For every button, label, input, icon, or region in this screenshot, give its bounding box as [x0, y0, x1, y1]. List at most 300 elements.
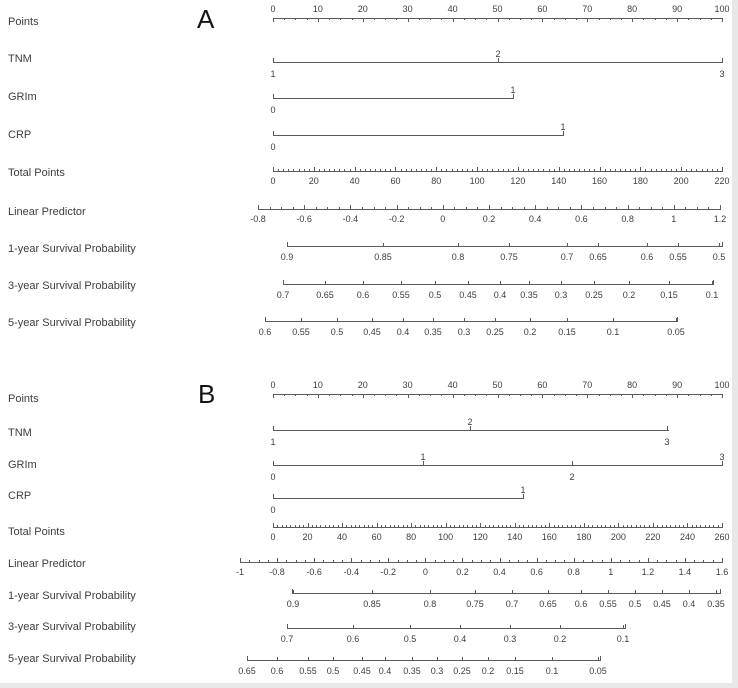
axis-tick-label: -0.8 — [250, 214, 266, 224]
axis-tick — [677, 18, 678, 22]
axis-tick — [490, 560, 491, 562]
axis-tick-label: 0.4 — [396, 327, 410, 337]
axis-tick — [305, 560, 306, 562]
axis-tick — [408, 207, 409, 209]
axis-tick — [415, 525, 416, 527]
axis-tick — [571, 525, 572, 527]
row-label-survival-3yr: 3-year Survival Probability — [8, 621, 136, 633]
row-label-points: Points — [8, 16, 39, 28]
axis-tick — [296, 560, 297, 562]
axis-tick-label: 0.2 — [482, 214, 496, 224]
axis-tick — [620, 560, 621, 562]
axis-tick-label: 0 — [270, 532, 276, 542]
axis-line — [273, 430, 669, 431]
axis-tick-label: -0.4 — [342, 214, 359, 224]
axis-tick — [501, 207, 502, 209]
row-label-linear-predictor: Linear Predictor — [8, 558, 86, 570]
axis-line — [273, 527, 723, 528]
axis-tick — [549, 169, 550, 171]
axis-tick — [532, 525, 533, 527]
axis-tick — [580, 525, 581, 527]
axis-tick — [325, 281, 326, 284]
axis-tick-label: 0 — [270, 380, 276, 390]
axis-tick — [656, 169, 657, 171]
axis-tick-label: -0.2 — [380, 567, 397, 577]
axis-tick — [433, 318, 434, 321]
axis-tick-label: 50 — [492, 4, 503, 14]
axis-tick — [713, 280, 714, 284]
axis-line — [258, 209, 721, 210]
axis-tick — [610, 525, 611, 527]
axis-tick — [520, 18, 521, 20]
axis-tick — [308, 523, 309, 527]
axis-tick — [558, 525, 559, 527]
axis-tick — [495, 318, 496, 321]
axis-tick — [342, 523, 343, 527]
axis-tick — [716, 590, 717, 593]
axis-tick — [444, 560, 445, 562]
axis-tick — [436, 167, 437, 171]
axis-tick — [283, 169, 284, 171]
axis-tick — [258, 205, 259, 209]
axis-tick-label: 0.35 — [707, 599, 725, 609]
axis-tick — [344, 169, 345, 171]
axis-tick — [662, 207, 663, 209]
axis-tick — [691, 169, 692, 171]
axis-tick — [486, 394, 487, 396]
axis-tick-label: 1.2 — [713, 214, 727, 224]
axis-tick — [450, 525, 451, 527]
axis-tick — [529, 281, 530, 284]
axis-tick-label: 0.6 — [346, 634, 360, 644]
axis-tick-label: 0.55 — [292, 327, 310, 337]
axis-tick — [278, 169, 279, 171]
axis-tick — [657, 560, 658, 562]
axis-tick — [608, 590, 609, 593]
axis-tick-label: 0.4 — [493, 290, 507, 300]
axis-tick-label: 90 — [672, 380, 683, 390]
axis-tick — [510, 625, 511, 628]
axis-tick — [554, 18, 555, 20]
axis-tick — [493, 525, 494, 527]
axis-tick — [299, 169, 300, 171]
axis-tick — [711, 18, 712, 20]
axis-tick — [581, 590, 582, 593]
category-label: 0 — [270, 505, 276, 515]
axis-tick — [560, 625, 561, 628]
row-label-survival-3yr: 3-year Survival Probability — [8, 280, 136, 292]
axis-tick — [319, 169, 320, 171]
axis-tick — [498, 525, 499, 527]
axis-tick — [632, 394, 633, 398]
axis-tick — [492, 169, 493, 171]
axis-tick — [403, 525, 404, 527]
axis-tick — [559, 167, 560, 171]
axis-tick — [281, 207, 282, 209]
row-label-total-points: Total Points — [8, 167, 65, 179]
axis-tick — [259, 560, 260, 562]
axis-tick-label: 0.2 — [523, 327, 537, 337]
axis-tick — [426, 169, 427, 171]
axis-tick — [610, 18, 611, 20]
axis-tick — [562, 525, 563, 527]
axis-tick — [273, 131, 274, 135]
axis-tick — [722, 58, 723, 62]
category-label: 1 — [270, 69, 276, 79]
axis-tick — [502, 525, 503, 527]
axis-tick-label: 0.65 — [539, 599, 557, 609]
axis-tick-label: 140 — [507, 532, 523, 542]
axis-tick — [329, 394, 330, 396]
axis-tick — [489, 205, 490, 209]
axis-tick — [385, 394, 386, 396]
axis-tick — [583, 560, 584, 562]
axis-tick — [677, 317, 678, 321]
axis-tick — [561, 281, 562, 284]
axis-tick — [575, 525, 576, 527]
axis-tick — [671, 169, 672, 171]
axis-tick — [463, 525, 464, 527]
axis-tick-label: 40 — [349, 176, 360, 186]
axis-tick — [722, 18, 723, 22]
axis-tick-label: 0.35 — [424, 327, 442, 337]
axis-tick — [527, 560, 528, 562]
axis-tick — [476, 525, 477, 527]
axis-tick — [623, 525, 624, 527]
axis-tick — [385, 525, 386, 527]
axis-tick — [428, 525, 429, 527]
axis-tick — [383, 243, 384, 246]
axis-tick-label: 0.3 — [554, 290, 568, 300]
axis-tick-label: 0.05 — [667, 327, 685, 337]
axis-tick — [475, 18, 476, 20]
axis-tick — [679, 525, 680, 527]
axis-tick — [605, 207, 606, 209]
axis-tick — [700, 394, 701, 396]
axis-tick — [293, 169, 294, 171]
axis-tick — [293, 590, 294, 593]
axis-tick — [509, 560, 510, 562]
axis-tick — [666, 560, 667, 562]
axis-tick-label: 0.2 — [622, 290, 636, 300]
axis-tick — [546, 560, 547, 562]
axis-tick — [446, 169, 447, 171]
axis-tick — [599, 18, 600, 20]
axis-tick-label: 80 — [406, 532, 417, 542]
axis-tick — [500, 558, 501, 562]
axis-tick — [385, 657, 386, 660]
axis-tick — [722, 558, 723, 562]
axis-tick-label: 0.6 — [356, 290, 370, 300]
axis-tick — [647, 243, 648, 246]
axis-tick-label: 0.5 — [428, 290, 442, 300]
axis-tick — [567, 525, 568, 527]
axis-tick-label: 0.05 — [589, 666, 607, 676]
axis-tick-label: 60 — [537, 4, 548, 14]
axis-tick — [273, 523, 274, 527]
axis-tick — [531, 18, 532, 20]
axis-tick — [329, 169, 330, 171]
axis-tick — [320, 525, 321, 527]
axis-tick — [688, 394, 689, 396]
axis-tick — [316, 207, 317, 209]
axis-tick-label: 200 — [610, 532, 626, 542]
axis-tick — [686, 169, 687, 171]
axis-tick — [240, 558, 241, 562]
axis-tick — [464, 394, 465, 396]
axis-tick-label: 0.15 — [506, 666, 524, 676]
axis-tick-label: 40 — [447, 4, 458, 14]
axis-tick-label: 0.5 — [712, 252, 726, 262]
axis-tick — [464, 18, 465, 20]
axis-tick — [421, 169, 422, 171]
axis-tick — [509, 18, 510, 20]
axis-tick-label: -1 — [235, 567, 245, 577]
axis-tick — [346, 525, 347, 527]
axis-tick — [467, 525, 468, 527]
axis-tick — [707, 169, 708, 171]
axis-tick — [437, 525, 438, 527]
axis-tick — [293, 207, 294, 209]
row-label-crp: CRP — [8, 129, 32, 141]
axis-tick — [667, 426, 668, 430]
axis-tick-label: 100 — [714, 380, 730, 390]
axis-tick — [498, 18, 499, 22]
axis-tick-label: 0.55 — [669, 252, 687, 262]
axis-tick — [537, 558, 538, 562]
axis-tick — [489, 525, 490, 527]
axis-tick — [535, 205, 536, 209]
axis-tick-label: 30 — [402, 380, 413, 390]
axis-tick — [416, 560, 417, 562]
axis-tick — [403, 318, 404, 321]
axis-tick-label: 1 — [608, 567, 614, 577]
axis-tick-label: 200 — [673, 176, 689, 186]
row-label-grim: GRIm — [8, 459, 37, 471]
axis-line — [265, 321, 678, 322]
axis-tick — [385, 18, 386, 20]
axis-tick — [712, 281, 713, 284]
axis-tick — [674, 205, 675, 209]
axis-tick — [651, 207, 652, 209]
axis-tick — [324, 169, 325, 171]
row-label-tnm: TNM — [8, 53, 32, 65]
row-label-survival-1yr: 1-year Survival Probability — [8, 590, 136, 602]
axis-tick — [398, 560, 399, 562]
category-label: 1 — [520, 485, 526, 495]
axis-tick-label: 120 — [510, 176, 526, 186]
axis-tick — [587, 394, 588, 398]
axis-tick — [565, 18, 566, 20]
axis-tick — [547, 207, 548, 209]
axis-tick — [361, 560, 362, 562]
axis-tick — [576, 394, 577, 396]
axis-tick — [277, 657, 278, 660]
axis-tick-label: 0.4 — [493, 567, 506, 577]
axis-tick — [597, 525, 598, 527]
axis-tick — [524, 207, 525, 209]
axis-tick — [374, 18, 375, 20]
category-label: 0 — [270, 142, 276, 152]
axis-tick — [639, 207, 640, 209]
axis-tick — [512, 207, 513, 209]
axis-tick — [648, 558, 649, 562]
axis-tick — [712, 169, 713, 171]
axis-tick-label: 1.4 — [678, 567, 692, 577]
axis-tick — [594, 169, 595, 171]
axis-tick-label: 80 — [431, 176, 442, 186]
axis-tick — [601, 525, 602, 527]
axis-tick — [587, 18, 588, 22]
axis-tick-label: 70 — [582, 380, 593, 390]
axis-tick — [722, 242, 723, 246]
axis-tick — [666, 394, 667, 396]
axis-line — [273, 62, 723, 63]
axis-tick — [372, 318, 373, 321]
axis-tick — [401, 169, 402, 171]
axis-tick — [722, 523, 723, 527]
axis-tick — [599, 394, 600, 396]
axis-tick — [574, 169, 575, 171]
axis-tick-label: 80 — [627, 4, 638, 14]
axis-tick — [579, 169, 580, 171]
axis-tick-label: 0.8 — [451, 252, 465, 262]
axis-tick — [554, 169, 555, 171]
axis-tick — [287, 625, 288, 628]
axis-tick — [408, 18, 409, 22]
axis-tick-label: 0.9 — [280, 252, 294, 262]
axis-tick — [722, 394, 723, 398]
axis-tick — [602, 560, 603, 562]
axis-tick-label: 0.15 — [660, 290, 678, 300]
axis-tick-label: -0.6 — [296, 214, 312, 224]
axis-tick-label: 0.6 — [258, 327, 272, 337]
axis-tick-label: 0.65 — [238, 666, 256, 676]
axis-tick-label: 0.85 — [363, 599, 381, 609]
axis-tick — [569, 169, 570, 171]
axis-line — [273, 98, 514, 99]
axis-tick-label: 0.6 — [530, 567, 543, 577]
axis-tick — [374, 394, 375, 396]
axis-tick — [610, 394, 611, 396]
axis-tick — [523, 169, 524, 171]
axis-tick — [528, 169, 529, 171]
axis-tick-label: 0.2 — [481, 666, 495, 676]
axis-tick — [286, 560, 287, 562]
axis-tick — [459, 525, 460, 527]
axis-tick — [362, 207, 363, 209]
axis-tick — [655, 394, 656, 396]
axis-tick — [482, 169, 483, 171]
axis-tick — [398, 525, 399, 527]
axis-tick-label: 0.8 — [423, 599, 437, 609]
axis-tick-label: 0.6 — [575, 214, 588, 224]
axis-tick — [318, 394, 319, 398]
axis-tick — [611, 558, 612, 562]
axis-tick — [645, 169, 646, 171]
axis-tick-label: 0.15 — [558, 327, 576, 337]
axis-tick — [613, 318, 614, 321]
axis-tick — [307, 18, 308, 20]
axis-tick — [353, 625, 354, 628]
axis-tick — [368, 525, 369, 527]
axis-line — [287, 628, 626, 629]
axis-tick — [437, 657, 438, 660]
axis-tick — [722, 167, 723, 171]
axis-tick — [548, 590, 549, 593]
axis-tick — [523, 525, 524, 527]
axis-tick-label: 0.7 — [505, 599, 519, 609]
axis-tick — [574, 558, 575, 562]
axis-tick — [640, 525, 641, 527]
axis-tick — [340, 394, 341, 396]
axis-tick — [700, 18, 701, 20]
axis-tick — [541, 525, 542, 527]
axis-tick — [510, 525, 511, 527]
axis-tick — [363, 281, 364, 284]
axis-line — [273, 135, 564, 136]
axis-tick — [390, 169, 391, 171]
axis-tick — [397, 205, 398, 209]
axis-tick — [295, 18, 296, 20]
axis-tick — [683, 525, 684, 527]
axis-tick-label: 0.35 — [520, 290, 538, 300]
axis-tick — [629, 281, 630, 284]
axis-tick — [249, 560, 250, 562]
axis-tick — [509, 394, 510, 396]
axis-tick — [396, 394, 397, 396]
axis-line — [292, 593, 721, 594]
axis-tick-label: -0.4 — [343, 567, 359, 577]
axis-tick — [362, 657, 363, 660]
axis-tick-label: 20 — [308, 176, 319, 186]
axis-tick — [303, 525, 304, 527]
row-label-survival-5yr: 5-year Survival Probability — [8, 653, 136, 665]
axis-tick-label: 40 — [447, 380, 458, 390]
axis-tick-label: 1.2 — [641, 567, 655, 577]
axis-tick-label: 60 — [371, 532, 382, 542]
category-label: 1 — [270, 437, 276, 447]
axis-tick — [412, 657, 413, 660]
axis-tick-label: 120 — [472, 532, 488, 542]
axis-tick — [480, 523, 481, 527]
axis-tick-label: 240 — [679, 532, 695, 542]
axis-tick — [265, 318, 266, 321]
axis-tick-label: 0.3 — [430, 666, 444, 676]
axis-tick — [284, 394, 285, 396]
axis-tick-label: 0.5 — [403, 634, 417, 644]
axis-tick-label: 0.7 — [276, 290, 290, 300]
axis-tick — [717, 169, 718, 171]
axis-tick — [581, 205, 582, 209]
category-label: 1 — [510, 85, 516, 95]
axis-tick — [662, 590, 663, 593]
axis-tick — [598, 243, 599, 246]
axis-tick — [589, 169, 590, 171]
axis-tick — [639, 560, 640, 562]
axis-tick — [462, 657, 463, 660]
axis-tick — [630, 169, 631, 171]
axis-tick — [464, 318, 465, 321]
category-label: 3 — [719, 69, 725, 79]
axis-tick — [666, 525, 667, 527]
axis-tick-label: 40 — [337, 532, 348, 542]
axis-tick — [359, 525, 360, 527]
axis-tick-label: -0.6 — [306, 567, 322, 577]
axis-tick-label: 100 — [714, 4, 730, 14]
axis-tick — [462, 558, 463, 562]
axis-tick — [435, 281, 436, 284]
